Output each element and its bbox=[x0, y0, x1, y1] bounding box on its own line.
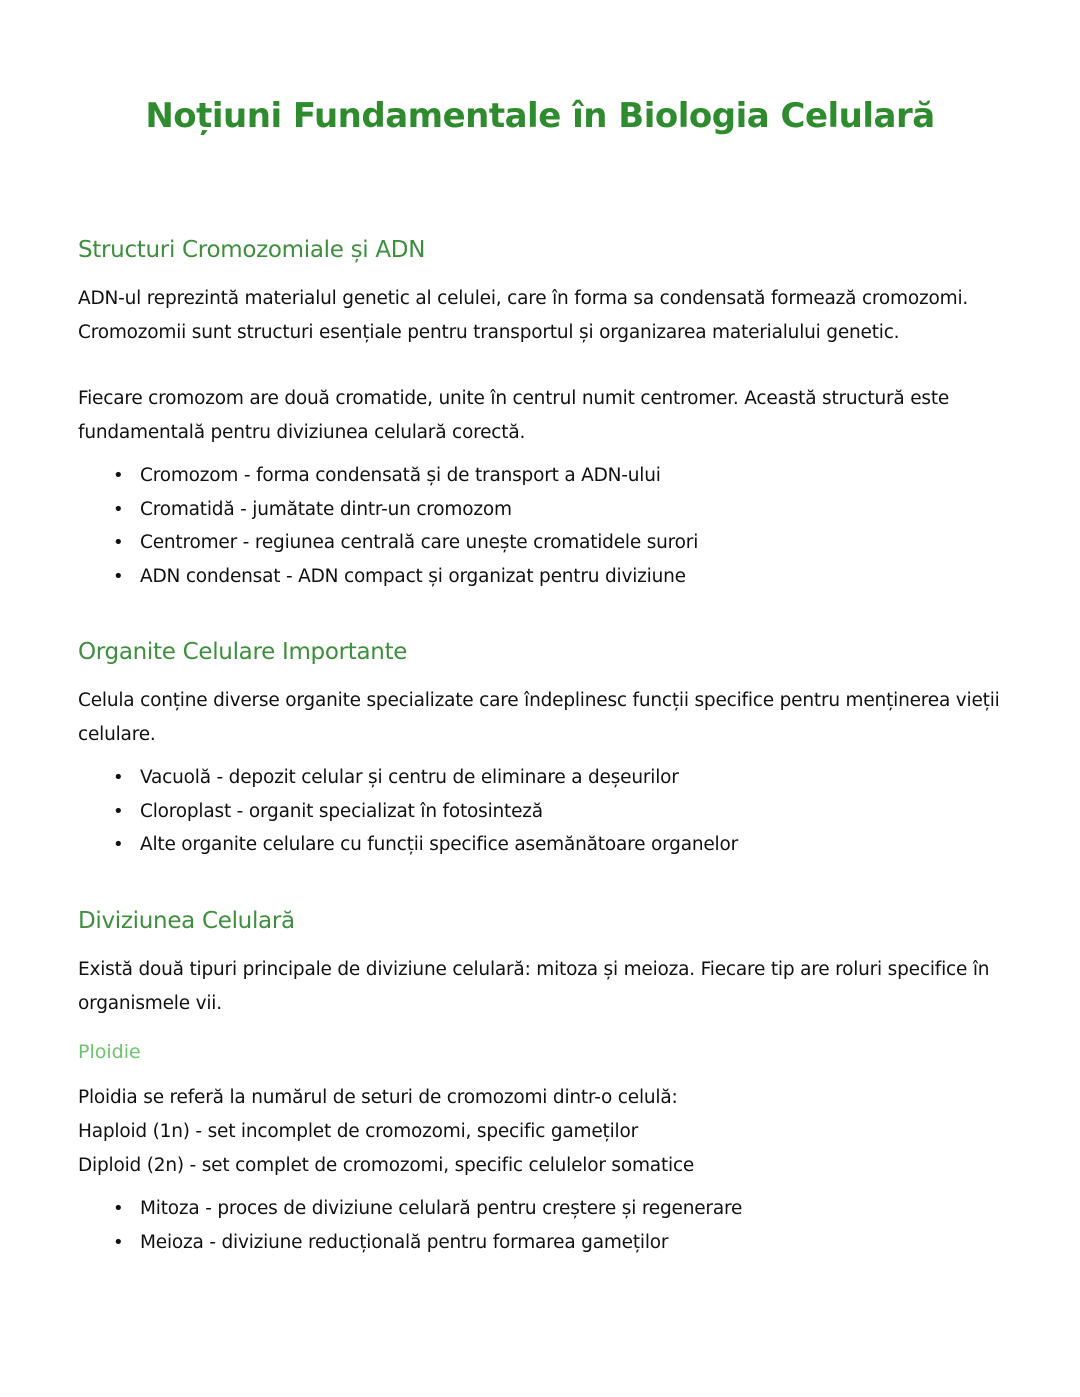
paragraph-line: Celula conține diverse organite specializate care îndeplinesc funcții specifice pentru menținerea vieții bbox=[78, 690, 1000, 711]
organelles-bullet-list bbox=[113, 761, 739, 862]
paragraph-line: Ploidia se referă la numărul de seturi de cromozomi dintr-o celulă: bbox=[78, 1087, 678, 1108]
bullet-icon: • bbox=[113, 532, 124, 553]
section-heading-organelles: Organite Celulare Importante bbox=[78, 639, 408, 665]
paragraph-line: Diploid (2n) - set complet de cromozomi, specific celulelor somatice bbox=[78, 1155, 695, 1176]
list-item-text: ADN condensat - ADN compact și organizat pentru diviziune bbox=[140, 565, 686, 587]
bullet-icon: • bbox=[113, 1198, 124, 1219]
chromosomes-paragraph-2 bbox=[78, 382, 998, 450]
bullet-icon: • bbox=[113, 767, 124, 788]
ploidy-paragraph bbox=[78, 1081, 998, 1183]
list-item bbox=[113, 795, 738, 829]
paragraph-line: Fiecare cromozom are două cromatide, unite în centrul numit centromer. Această structură este bbox=[78, 388, 950, 409]
bullet-icon: • bbox=[113, 465, 124, 486]
bullet-icon: • bbox=[113, 1231, 124, 1253]
list-item bbox=[113, 1192, 743, 1226]
list-item-text: Meioza - diviziune reducțională pentru formarea gameților bbox=[140, 1231, 669, 1253]
bullet-icon: • bbox=[113, 834, 124, 855]
organelles-paragraph bbox=[78, 684, 998, 752]
bullet-icon: • bbox=[113, 565, 124, 587]
paragraph-line: Există două tipuri principale de diviziune celulară: mitoza și meioza. Fiecare tip are roluri specifice în bbox=[78, 959, 990, 980]
section-heading-chromosomes: Structuri Cromozomiale și ADN bbox=[78, 237, 426, 263]
paragraph-line: Cromozomii sunt structuri esențiale pentru transportul și organizarea materialului genetic. bbox=[78, 322, 900, 343]
paragraph-line: fundamentală pentru diviziunea celulară corectă. bbox=[78, 422, 526, 443]
paragraph-line: celulare. bbox=[78, 724, 156, 745]
list-item-text: Cloroplast - organit specializat în fotosinteză bbox=[140, 800, 543, 822]
list-item-text: Alte organite celulare cu funcții specifice asemănătoare organelor bbox=[140, 834, 739, 855]
division-paragraph bbox=[78, 953, 998, 1021]
list-item-text: Vacuolă - depozit celular și centru de eliminare a deșeurilor bbox=[140, 767, 679, 788]
paragraph-line: ADN-ul reprezintă materialul genetic al celulei, care în forma sa condensată formează cromozomi. bbox=[78, 288, 969, 309]
paragraph-line: organismele vii. bbox=[78, 993, 222, 1014]
section-heading-division: Diviziunea Celulară bbox=[78, 908, 295, 934]
list-item bbox=[113, 459, 698, 493]
chromosomes-bullet-list bbox=[113, 459, 699, 593]
list-item bbox=[113, 761, 738, 795]
division-bullet-list bbox=[113, 1192, 743, 1259]
page-title: Noțiuni Fundamentale în Biologia Celulară bbox=[145, 96, 935, 136]
chromosomes-paragraph-1 bbox=[78, 282, 998, 350]
list-item bbox=[113, 1226, 742, 1260]
bullet-icon: • bbox=[113, 498, 124, 520]
list-item-text: Cromozom - forma condensată și de transport a ADN-ului bbox=[140, 465, 661, 486]
list-item-text: Centromer - regiunea centrală care unește cromatidele surori bbox=[140, 532, 699, 553]
list-item bbox=[113, 526, 699, 560]
bullet-icon: • bbox=[113, 800, 124, 822]
list-item bbox=[113, 828, 739, 862]
paragraph-line: Haploid (1n) - set incomplet de cromozomi, specific gameților bbox=[78, 1121, 639, 1142]
list-item-text: Cromatidă - jumătate dintr-un cromozom bbox=[140, 498, 512, 520]
list-item bbox=[113, 560, 698, 594]
list-item-text: Mitoza - proces de diviziune celulară pentru creștere și regenerare bbox=[140, 1198, 743, 1219]
subsection-heading-ploidy: Ploidie bbox=[78, 1041, 141, 1063]
list-item bbox=[113, 493, 698, 527]
